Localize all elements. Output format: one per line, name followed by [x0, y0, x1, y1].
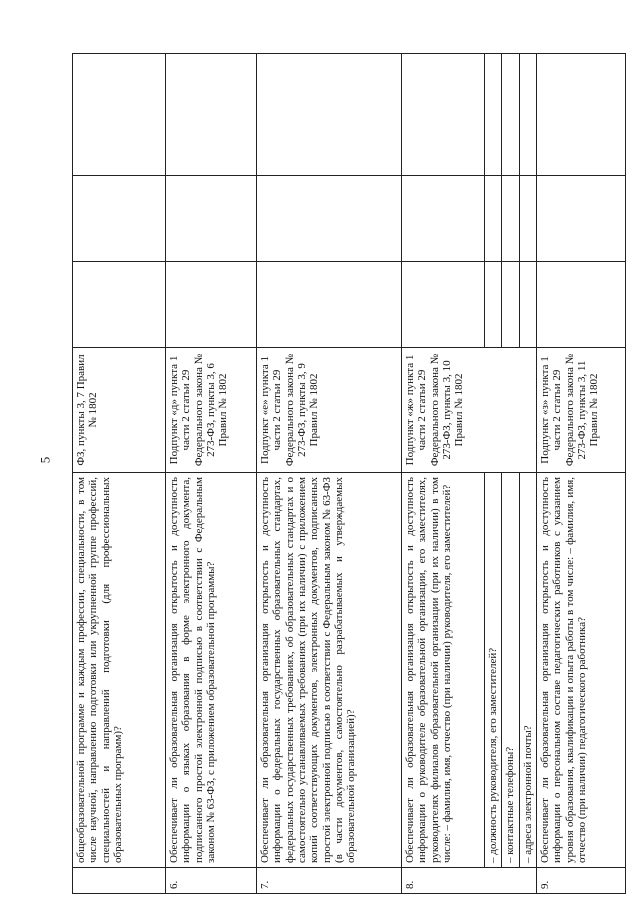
- answer-cell: [502, 262, 519, 348]
- question-text: Обеспечивает ли образовательная организация открытость и доступность информации о федеральных государственных образовательных стандартах, федеральных государственных требованиях, об образовательных стандартах и о самостоятельно устанавливаемых требованиях (при их наличии) с приложением копий соответствующих документов, электронных документов, подписанных простой электронной подписью в соответствии с Федеральным законом № 63-ФЗ (в части документов, самостоятельно разрабатываемых и утверждаемых образовательной организацией)?: [257, 473, 402, 868]
- checklist-table: [72, 53, 626, 894]
- answer-cell: [402, 176, 485, 262]
- legal-reference: ФЗ, пункты 3, 7 Правил № 1802: [73, 348, 166, 473]
- answer-cell: [166, 262, 257, 348]
- legal-reference: Подпункт «д» пункта 1 части 2 статьи 29 Федерального закона № 273-ФЗ, пункты 3, 6 Правил № 1802: [166, 348, 257, 473]
- answer-cell: [402, 262, 485, 348]
- row-number: 9.: [536, 868, 625, 894]
- question-text: общеобразовательной программе и каждым профессии, специальности, в том числе научной, направлению подготовки или укрупненной группе профессий, специальностей и направлений подготовки (для профессиональных образовательных программ)?: [73, 473, 166, 868]
- answer-cell: [485, 262, 502, 348]
- answer-cell: [73, 176, 166, 262]
- subquestion-text: – адреса электронной почты?: [519, 473, 536, 868]
- row-number: 8.: [402, 868, 537, 894]
- answer-cell: [485, 54, 502, 176]
- question-text: Обеспечивает ли образовательная организация открытость и доступность информации о языках образования в форме электронного документа, подписанного простой электронной подписью в соответствии с Федеральным законом № 63-ФЗ, с приложением образовательной программы?: [166, 473, 257, 868]
- table-subrow: [502, 54, 519, 894]
- subquestion-text: – должность руководителя, его заместителей?: [485, 473, 502, 868]
- answer-cell: [519, 262, 536, 348]
- answer-cell: [257, 176, 402, 262]
- row-number: 6.: [166, 868, 257, 894]
- answer-cell: [73, 54, 166, 176]
- table-row: [536, 54, 625, 894]
- answer-cell: [536, 262, 625, 348]
- table-row: [402, 54, 485, 894]
- page-number: 5: [37, 456, 53, 464]
- subquestion-text: – контактные телефоны?: [502, 473, 519, 868]
- question-text: Обеспечивает ли образовательная организация открытость и доступность информации о руководителе образовательной организации, его заместителях, руководителях филиалов образовательной организации (при их наличии) в том числе: – фамилия, имя, отчество (при наличии) руководителя, его заместителей?: [402, 473, 485, 868]
- answer-cell: [502, 176, 519, 262]
- table-row: [73, 54, 166, 894]
- answer-cell: [73, 262, 166, 348]
- question-text: Обеспечивает ли образовательная организация открытость и доступность информации о персональном составе педагогических работников с указанием уровня образования, квалификации и опыта работы в том числе: – фамилия, имя, отчество (при наличии) педагогического работника?: [536, 473, 625, 868]
- table-subrow: [519, 54, 536, 894]
- answer-cell: [257, 262, 402, 348]
- legal-reference: Подпункт «ж» пункта 1 части 2 статьи 29 Федерального закона № 273-ФЗ, пункты 3, 10 Правил № 1802: [402, 348, 537, 473]
- answer-cell: [519, 176, 536, 262]
- row-number: [73, 868, 166, 894]
- row-number: 7.: [257, 868, 402, 894]
- answer-cell: [485, 176, 502, 262]
- legal-reference: Подпункт «е» пункта 1 части 2 статьи 29 Федерального закона № 273-ФЗ, пункты 3, 9 Правил № 1802: [257, 348, 402, 473]
- answer-cell: [166, 176, 257, 262]
- answer-cell: [402, 54, 485, 176]
- table-row: [166, 54, 257, 894]
- answer-cell: [536, 176, 625, 262]
- legal-reference: Подпункт «з» пункта 1 части 2 статьи 29 Федерального закона № 273-ФЗ, пункты 3, 11 Правил № 1802: [536, 348, 625, 473]
- table-row: [257, 54, 402, 894]
- rotated-table-container: [72, 54, 601, 894]
- answer-cell: [536, 54, 625, 176]
- answer-cell: [166, 54, 257, 176]
- answer-cell: [257, 54, 402, 176]
- answer-cell: [502, 54, 519, 176]
- answer-cell: [519, 54, 536, 176]
- table-subrow: [485, 54, 502, 894]
